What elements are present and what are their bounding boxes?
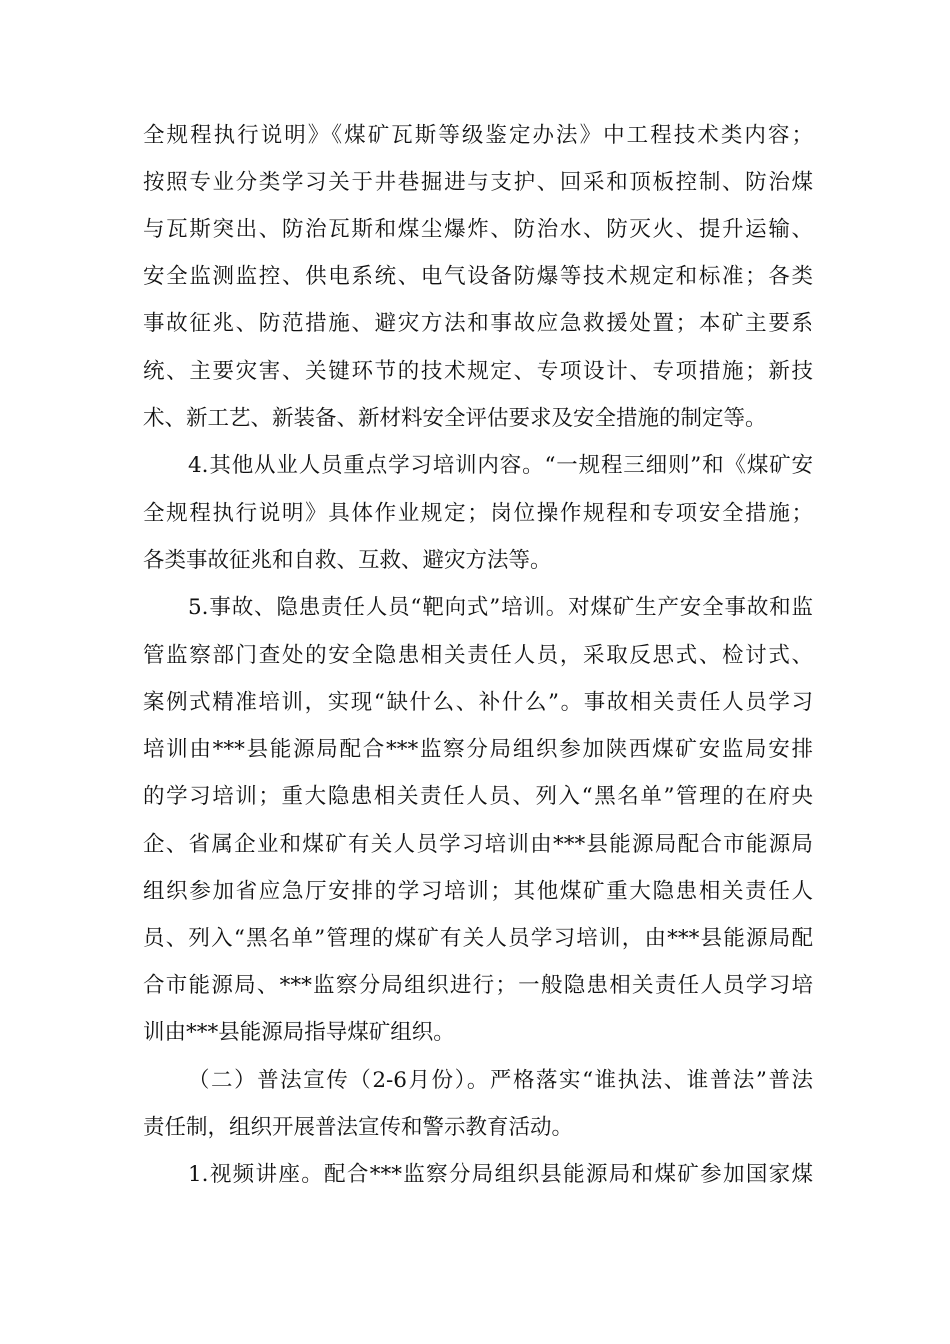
text-line: 案例式精准培训，实现“缺什么、补什么”。事故相关责任人员学习 [143,690,813,715]
text-line: 全规程执行说明》具体作业规定；岗位操作规程和专项安全措施； [143,501,813,526]
text-line: 合市能源局、***监察分局组织进行；一般隐患相关责任人员学习培 [143,973,813,998]
text-line: 统、主要灾害、关键环节的技术规定、专项设计、专项措施；新技 [143,359,813,384]
text-line: 企、省属企业和煤矿有关人员学习培训由***县能源局配合市能源局 [143,832,813,857]
section-heading-2: （二）普法宣传（2-6月份）。严格落实“谁执法、谁普法”普法 [188,1068,813,1093]
text-line: 事故征兆、防范措施、避灾方法和事故应急救援处置；本矿主要系 [143,311,813,336]
text-line: 的学习培训；重大隐患相关责任人员、列入“黑名单”管理的在府央 [143,784,813,809]
text-line: 训由***县能源局指导煤矿组织。 [143,1020,455,1045]
paragraph-heading-5: 5.事故、隐患责任人员“靶向式”培训。对煤矿生产安全事故和监 [188,595,813,620]
text-line: 组织参加省应急厅安排的学习培训；其他煤矿重大隐患相关责任人 [143,879,813,904]
text-line: 培训由***县能源局配合***监察分局组织参加陕西煤矿安监局安排 [143,737,813,762]
paragraph-heading-4: 4.其他从业人员重点学习培训内容。“一规程三细则”和《煤矿安 [188,453,813,478]
text-line: 安全监测监控、供电系统、电气设备防爆等技术规定和标准；各类 [143,264,813,289]
text-line: 与瓦斯突出、防治瓦斯和煤尘爆炸、防治水、防灭火、提升运输、 [143,217,813,242]
text-line: 责任制，组织开展普法宣传和警示教育活动。 [143,1115,574,1140]
text-line: 管监察部门查处的安全隐患相关责任人员，采取反思式、检讨式、 [143,643,813,668]
paragraph-heading-1: 1.视频讲座。配合***监察分局组织县能源局和煤矿参加国家煤 [188,1162,813,1187]
text-line: 按照专业分类学习关于井巷掘进与支护、回采和顶板控制、防治煤 [143,170,813,195]
text-line: 员、列入“黑名单”管理的煤矿有关人员学习培训，由***县能源局配 [143,926,813,951]
text-line: 术、新工艺、新装备、新材料安全评估要求及安全措施的制定等。 [143,406,767,431]
text-line: 各类事故征兆和自救、互救、避灾方法等。 [143,548,552,573]
text-line: 全规程执行说明》《煤矿瓦斯等级鉴定办法》中工程技术类内容； [143,123,813,148]
